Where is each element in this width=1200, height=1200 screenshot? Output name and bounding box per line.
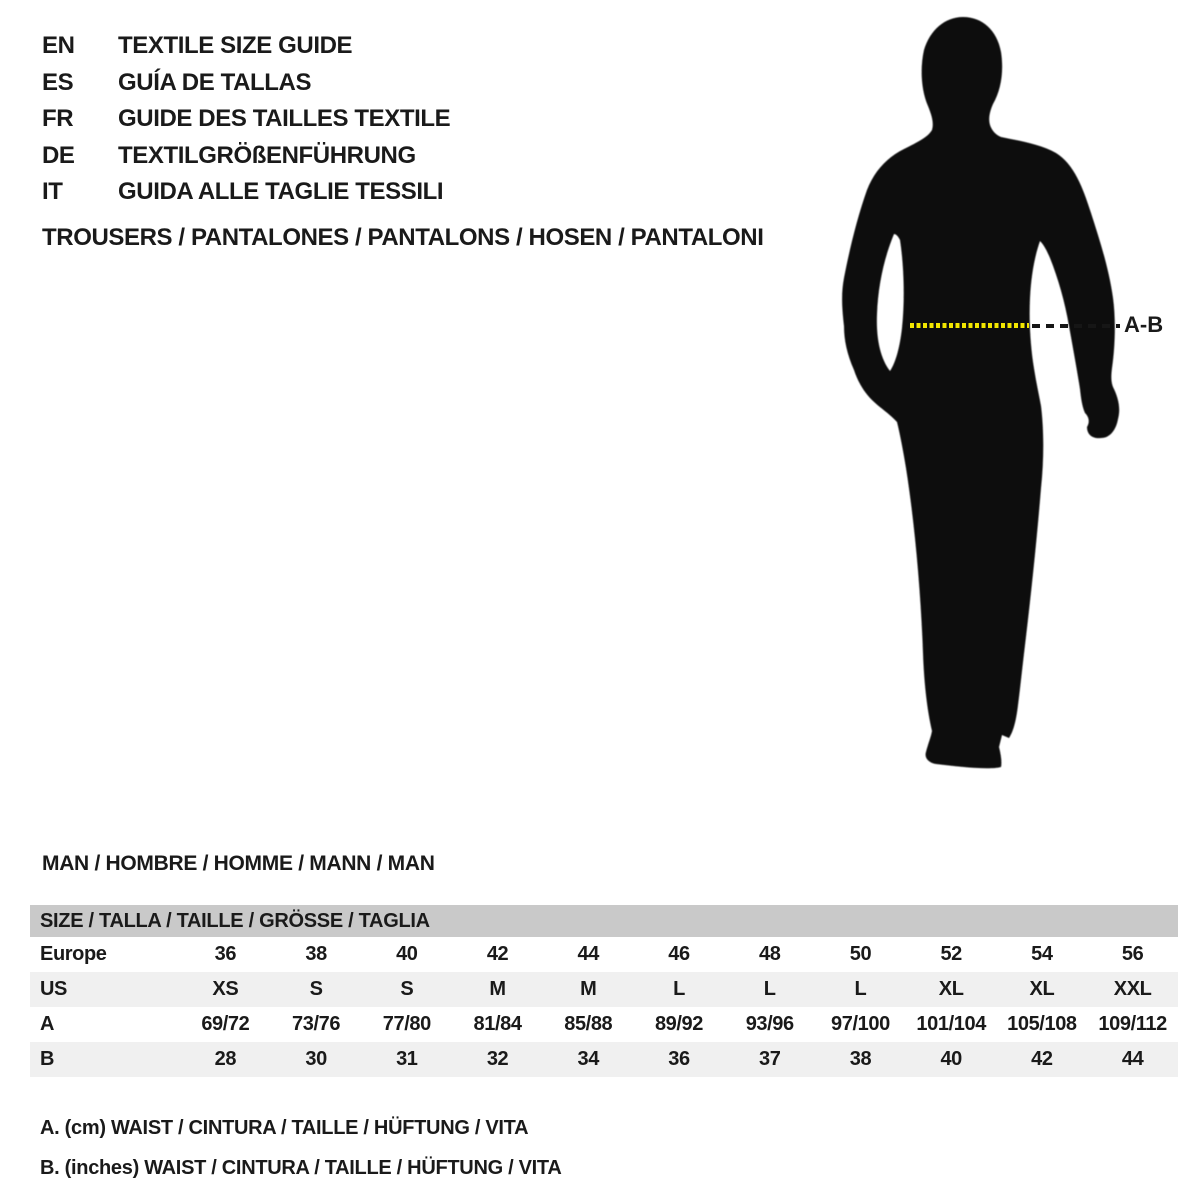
size-table-header: SIZE / TALLA / TAILLE / GRÖSSE / TAGLIA [30, 905, 1178, 937]
size-cell: 81/84 [473, 1013, 522, 1035]
size-cell: 31 [396, 1048, 418, 1070]
category-title: TROUSERS / PANTALONES / PANTALONS / HOSEN / PANTALONI [42, 224, 764, 251]
man-silhouette-svg [820, 10, 1180, 790]
language-label: GUÍA DE TALLAS [118, 68, 312, 96]
language-row [42, 101, 450, 138]
language-list [42, 28, 450, 211]
size-cell: 30 [305, 1048, 327, 1070]
size-cell: 32 [486, 1048, 509, 1070]
size-cell: 40 [940, 1048, 962, 1070]
size-cell: 77/80 [382, 1013, 431, 1035]
row-label: B [40, 1048, 55, 1070]
measurement-notes [40, 1108, 562, 1188]
section-title-man: MAN / HOMBRE / HOMME / MANN / MAN [42, 852, 435, 875]
size-cell: 89/92 [654, 1013, 704, 1035]
note-line: B. (inches) WAIST / CINTURA / TAILLE / HÜFTUNG / VITA [40, 1157, 562, 1179]
size-cell: 52 [940, 943, 962, 965]
row-label: US [40, 978, 67, 1000]
language-code: DE [42, 141, 75, 169]
size-cell: 73/76 [292, 1013, 341, 1035]
size-cell: L [673, 978, 685, 1000]
row-label: Europe [40, 943, 107, 965]
size-cell: 85/88 [564, 1013, 613, 1035]
measure-label: A-B [1124, 312, 1164, 337]
waist-measure-line-yellow [910, 323, 1029, 328]
row-label: A [40, 1013, 55, 1035]
size-table-body [30, 937, 1178, 1077]
size-table-row-b [30, 1042, 1178, 1077]
waist-measure-line-dashed [1032, 324, 1120, 328]
size-cell: M [580, 978, 597, 1000]
size-cell: 93/96 [745, 1013, 794, 1035]
size-cell: 97/100 [831, 1013, 890, 1035]
size-cell: 36 [214, 943, 237, 965]
size-table-row-a [30, 1007, 1178, 1042]
size-cell: 36 [668, 1048, 690, 1070]
language-code: FR [42, 105, 74, 132]
size-cell: 48 [758, 943, 781, 965]
size-cell: 69/72 [201, 1013, 250, 1035]
size-cell: L [854, 978, 867, 1000]
size-cell: 34 [577, 1048, 599, 1070]
size-cell: S [309, 978, 323, 1000]
size-cell: L [763, 978, 776, 1000]
size-cell: 54 [1031, 943, 1053, 965]
size-cell: M [489, 978, 506, 1000]
man-silhouette-path [842, 17, 1119, 768]
size-cell: 28 [214, 1048, 237, 1070]
language-code: IT [42, 178, 63, 205]
size-cell: 44 [577, 943, 599, 965]
language-label: GUIDA ALLE TAGLIE TESSILI [118, 178, 444, 205]
size-cell: 105/108 [1007, 1013, 1077, 1035]
size-cell: 56 [1121, 943, 1144, 965]
language-label: TEXTILE SIZE GUIDE [118, 32, 353, 59]
size-cell: 42 [1031, 1048, 1053, 1070]
language-code: ES [42, 68, 74, 96]
size-cell: 101/104 [916, 1013, 986, 1035]
language-label: GUIDE DES TAILLES TEXTILE [118, 105, 451, 132]
size-cell: 37 [758, 1048, 781, 1070]
man-silhouette-figure [820, 10, 1180, 790]
size-table [30, 905, 1178, 1077]
size-cell: 38 [849, 1048, 872, 1070]
language-code: EN [42, 32, 75, 59]
size-cell: XL [938, 978, 964, 1000]
size-cell: 42 [486, 943, 509, 965]
note-line: A. (cm) WAIST / CINTURA / TAILLE / HÜFTUNG / VITA [40, 1117, 529, 1139]
size-table-row-europe [30, 937, 1178, 972]
language-row [42, 138, 450, 175]
size-cell: S [400, 978, 414, 1000]
size-cell: XXL [1113, 978, 1152, 1000]
size-cell: 109/112 [1098, 1013, 1167, 1035]
language-label: TEXTILGRÖßENFÜHRUNG [118, 141, 416, 169]
size-cell: 50 [849, 943, 872, 965]
size-cell: 46 [668, 943, 690, 965]
size-cell: XL [1029, 978, 1055, 1000]
size-cell: XS [212, 978, 239, 1000]
size-table-row-us [30, 972, 1178, 1007]
language-row [42, 28, 450, 65]
size-cell: 44 [1121, 1048, 1144, 1070]
language-row [42, 65, 450, 102]
size-cell: 38 [305, 943, 327, 965]
language-row [42, 174, 450, 211]
size-cell: 40 [396, 943, 418, 965]
